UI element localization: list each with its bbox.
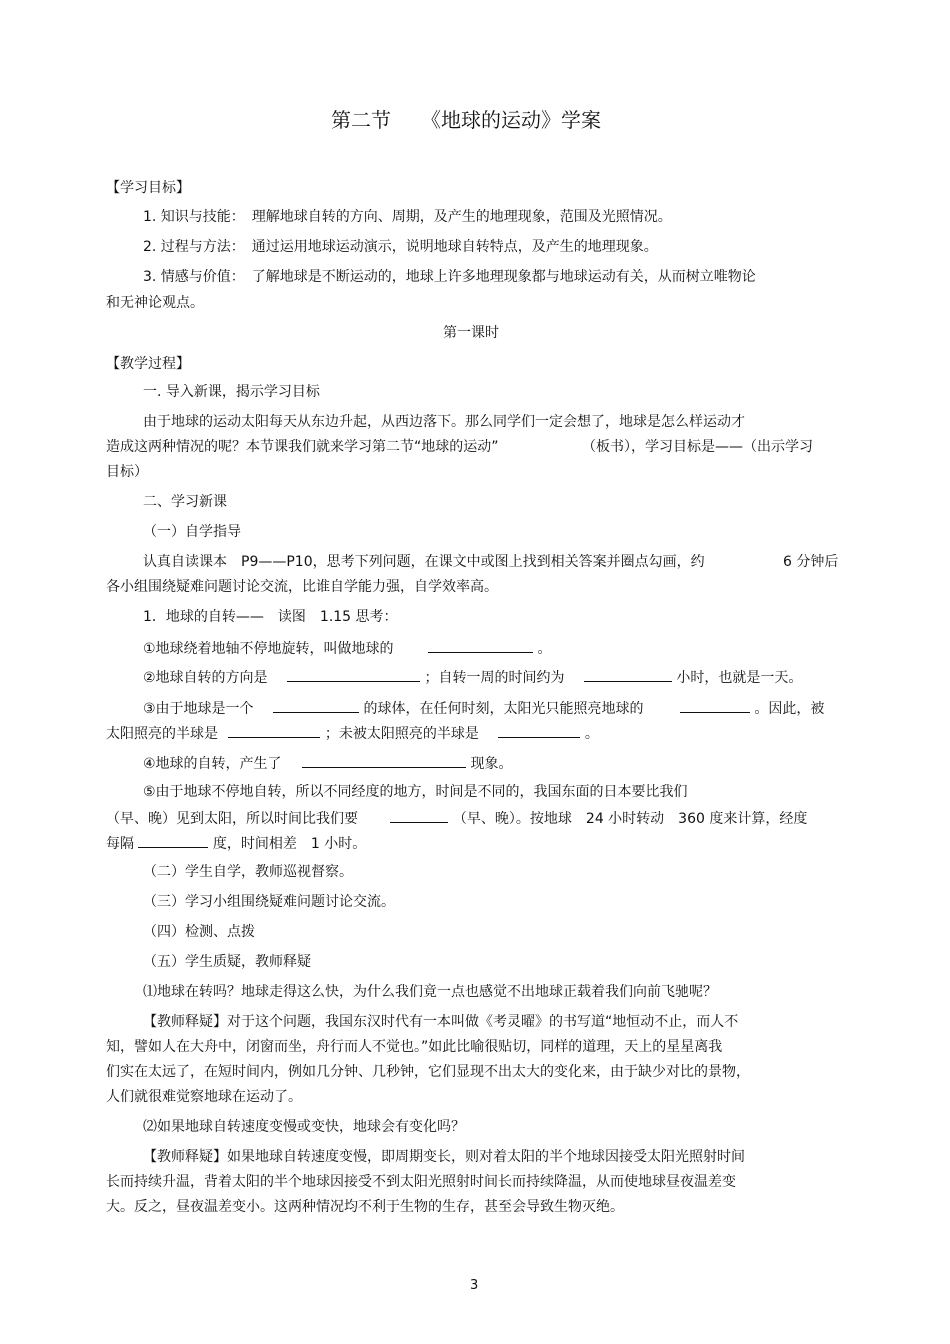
answer-1-line: 人们就很难觉察地球在运动了。: [106, 1089, 302, 1105]
answer-blank: [680, 697, 750, 713]
question-1-text: ①地球绕着地轴不停地旋转，叫做地球的: [143, 641, 394, 657]
sub1-heading: （一）自学指导: [143, 524, 241, 540]
answer-blank: [584, 666, 672, 682]
question-1: [143, 637, 551, 659]
page-title: 第二节 《地球的运动》学案: [331, 108, 601, 132]
guide-line: 6 分钟后: [783, 554, 839, 570]
answer-blank: [228, 722, 320, 738]
intro-line: 目标）: [106, 464, 148, 480]
question-5-text-b: （早、晚）见到太阳，所以时间比我们要: [106, 811, 358, 827]
question-5-cont-2: [106, 832, 366, 854]
intro-line: （板书），学习目标是——（出示学习: [582, 439, 813, 455]
question-4: [143, 752, 512, 774]
question-3-text-c: 。因此，被: [754, 701, 825, 717]
question-3-text-b: 的球体，在任何时刻，太阳光只能照亮地球的: [363, 701, 644, 717]
guide-line: 认真自读课本 P9——P10，思考下列问题，在课文中或图上找到相关答案并圈点勾画，约: [143, 554, 705, 570]
question-5: ⑤由于地球不停地自转，所以不同经度的地方，时间是不同的，我国东面的日本要比我们: [143, 784, 688, 800]
process-heading: 【教学过程】: [106, 356, 190, 372]
question-2-text-b: ；自转一周的时间约为: [424, 670, 565, 686]
answer-blank: [138, 832, 208, 848]
answer-1-line: 【教师释疑】对于这个问题，我国东汉时代有一本叫做《考灵曜》的书写道“地恒动不止，而人不: [143, 1014, 739, 1030]
question-4-text: ④地球的自转，产生了: [143, 756, 282, 772]
question-3-text-e: ；未被太阳照亮的半球是: [324, 726, 479, 742]
intro-line: 由于地球的运动太阳每天从东边升起，从西边落下。那么同学们一定会想了，地球是怎么样运动才: [143, 414, 745, 430]
answer-2-line: 大。反之，昼夜温差变小。这两种情况均不利于生物的生存，甚至会导致生物灭绝。: [106, 1199, 624, 1215]
sub3: （三）学习小组围绕疑难问题讨论交流。: [143, 894, 395, 910]
question-4-end: 现象。: [470, 756, 513, 772]
answer-2-line: 【教师释疑】如果地球自转速度变慢，即周期变长，则对着太阳的半个地球因接受太阳光照射时间: [143, 1149, 745, 1165]
answer-blank: [287, 666, 420, 682]
doubt-2: ⑵如果地球自转速度变慢或变快，地球会有变化吗？: [143, 1119, 465, 1135]
answer-blank: [428, 637, 533, 653]
question-3-end: 。: [584, 726, 599, 742]
doubt-1: ⑴地球在转吗？地球走得这么快，为什么我们竟一点也感觉不出地球正载着我们向前飞驰呢？: [143, 984, 717, 1000]
answer-2-line: 长而持续升温，背着太阳的半个地球因接受不到太阳光照射时间长而持续降温，从而使地球昼夜温差变: [106, 1174, 736, 1190]
question-heading: 1．地球的自转—— 读图 1.15 思考：: [143, 609, 398, 625]
answer-blank: [498, 722, 580, 738]
question-5-text-c: （早、晚）。按地球 24 小时转动 360 度来计算，经度: [452, 811, 808, 827]
question-5-end: 度，时间相差 1 小时。: [212, 836, 367, 852]
page-number: 3: [470, 1278, 479, 1293]
question-3-text-d: 太阳照亮的半球是: [106, 726, 218, 742]
answer-blank: [273, 697, 359, 713]
answer-blank: [390, 807, 448, 823]
objective-item: 和无神论观点。: [106, 295, 204, 311]
objective-item: 3. 情感与价值： 了解地球是不断运动的，地球上许多地理现象都与地球运动有关，从而树立唯物论: [143, 269, 756, 285]
objective-item: 1. 知识与技能： 理解地球自转的方向、周期，及产生的地理现象，范围及光照情况。: [143, 209, 672, 225]
question-3-text: ③由于地球是一个: [143, 701, 254, 717]
sub5: （五）学生质疑，教师释疑: [143, 954, 311, 970]
question-1-end: 。: [537, 641, 552, 657]
answer-1-line: 们实在太远了，在短时间内，例如几分钟、几秒钟，它们显现不出太大的变化来，由于缺少对比的景物，: [106, 1064, 750, 1080]
answer-1-line: 知，譬如人在大舟中，闭窗而坐，舟行而人不觉也。”如此比喻很贴切，同样的道理，天上的星星离我: [106, 1039, 723, 1055]
question-5-text-d: 每隔: [106, 836, 134, 852]
step2-heading: 二、学习新课: [143, 494, 227, 510]
sub4: （四）检测、点拨: [143, 924, 255, 940]
question-2-end: 小时，也就是一天。: [676, 670, 803, 686]
answer-blank: [302, 752, 466, 768]
guide-line: 各小组围绕疑难问题讨论交流，比谁自学能力强，自学效率高。: [106, 579, 498, 595]
question-2: [143, 666, 802, 688]
question-3: [143, 697, 824, 719]
objectives-heading: 【学习目标】: [106, 180, 190, 196]
sub2: （二）学生自学，教师巡视督察。: [143, 864, 353, 880]
question-5-cont: [106, 807, 807, 829]
lesson-label: 第一课时: [443, 325, 499, 341]
intro-line: 造成这两种情况的呢？本节课我们就来学习第二节“地球的运动”: [106, 439, 499, 455]
step1-heading: 一. 导入新课，揭示学习目标: [143, 384, 320, 400]
question-2-text: ②地球自转的方向是: [143, 670, 268, 686]
question-3-cont: [106, 722, 599, 744]
objective-item: 2. 过程与方法： 通过运用地球运动演示，说明地球自转特点，及产生的地理现象。: [143, 239, 658, 255]
